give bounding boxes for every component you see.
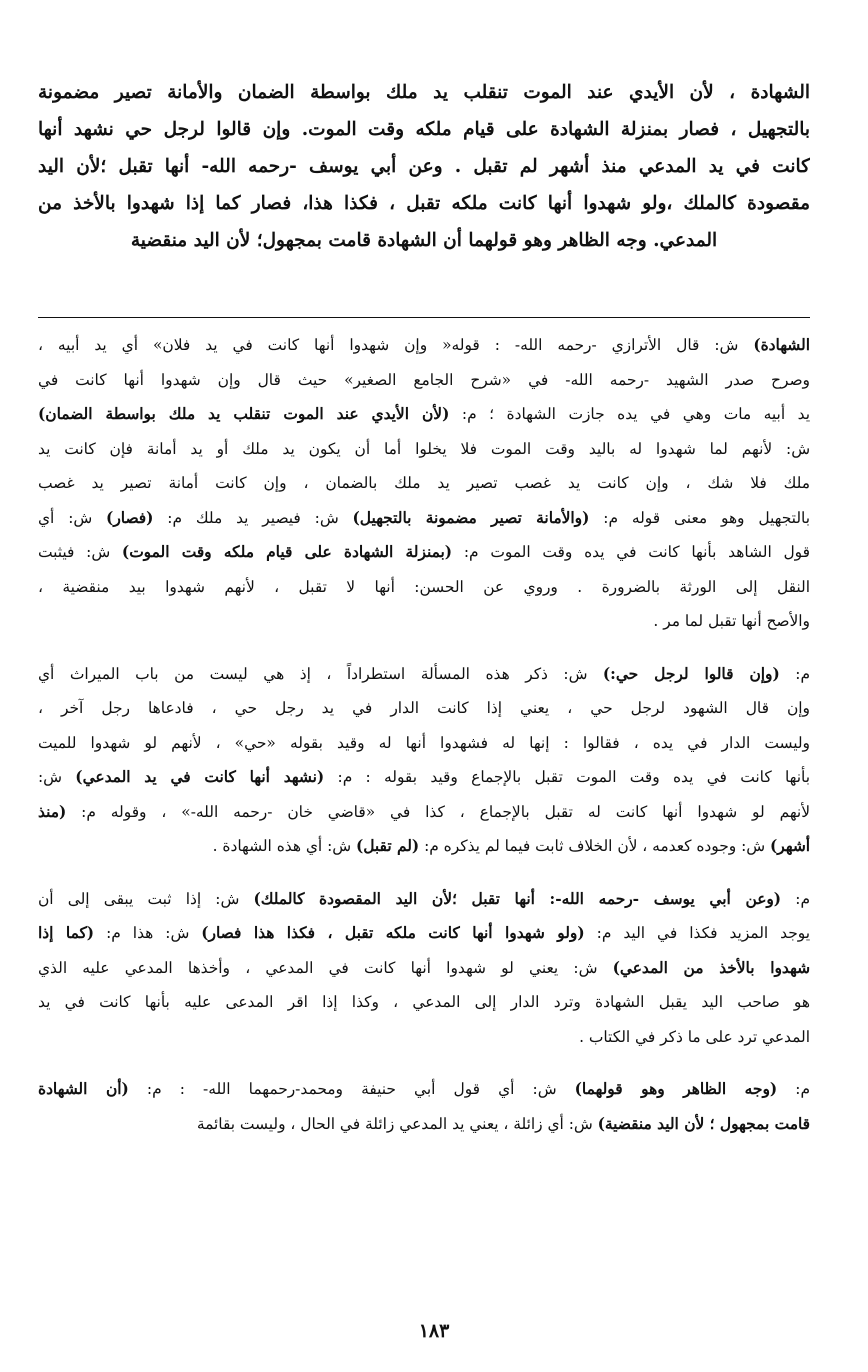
commentary-line <box>38 501 810 536</box>
commentary-line <box>38 916 810 951</box>
sharh-text: يوجد المزيد فكذا في اليد م: <box>584 924 810 942</box>
sharh-text: ش: وجوده كعدمه ، لأن الخلاف ثابت فيما لم يذكره م: <box>419 837 770 855</box>
matn-quote: (كما إذا <box>38 924 95 942</box>
commentary-paragraph <box>38 1072 810 1141</box>
sharh-text: قول الشاهد بأنها كانت في يده وقت الموت م: <box>452 543 810 561</box>
main-text-line: بالتجهيل ، فصار بمنزلة الشهادة على قيام ملكه وقت الموت. وإن قالوا لرجل حي نشهد أنها <box>38 119 810 140</box>
sharh-text: ش: أي <box>38 508 107 527</box>
matn-quote: شهدوا بالأخذ من المدعي) <box>612 958 810 977</box>
matn-quote: (لأن الأيدي عند الموت تنقلب يد ملك بواسطة الضمان) <box>38 405 450 423</box>
matn-quote: (وعن أبي يوسف -رحمه الله-: أنها تقبل ؛لأن اليد المقصودة كالملك) <box>253 889 782 908</box>
main-text-line: كانت في يد المدعي منذ أشهر لم تقبل . وعن أبي يوسف -رحمه الله- أنها تقبل ؛لأن اليد <box>38 156 810 177</box>
main-text-block <box>38 74 810 259</box>
matn-quote: (وجه الظاهر وهو قولهما) <box>574 1080 778 1098</box>
commentary-line <box>38 432 810 467</box>
main-text-line: الشهادة ، لأن الأيدي عند الموت تنقلب يد ملك بواسطة الضمان والأمانة تصير مضمونة <box>38 82 810 103</box>
sharh-text: وليست الدار في يده ، فقالوا : إنها له فشهدوا أنها له وقيد بقوله «حي» ، لأنهم لو شهدوا للميت <box>38 733 810 752</box>
matn-quote: (ولو شهدوا أنها كانت ملكه تقبل ، فكذا هذا فصار) <box>201 924 585 942</box>
matn-quote: (فصار) <box>106 508 154 527</box>
sharh-text: النقل إلى الورثة بالضرورة . وروي عن الحسن: أنها لا تقبل ، لأنهم شهدوا بيد منقضية ، <box>38 577 810 596</box>
matn-quote: (نشهد أنها كانت في يد المدعي) <box>75 768 325 786</box>
sharh-text: لأنهم لو شهدوا أنها كانت له تقبل بالإجماع ، كذا في «قاضي خان -رحمه الله-» ، وقوله م: <box>66 802 810 821</box>
matn-quote: (والأمانة تصير مضمونة بالتجهيل) <box>352 508 590 527</box>
sharh-text: المدعي ترد على ما ذكر في الكتاب . <box>579 1027 810 1046</box>
sharh-text: هو صاحب اليد يقبل الشهادة وترد الدار إلى المدعي ، وكذا إذا اقر المدعى عليه بأنها كانت في يد <box>38 993 810 1011</box>
commentary-line <box>38 760 810 795</box>
commentary-line <box>38 829 810 864</box>
commentary-line <box>38 570 810 605</box>
commentary-line <box>38 1072 810 1107</box>
commentary-block <box>38 328 810 1141</box>
page-number: ١٨٣ <box>418 1320 450 1342</box>
sharh-text: وصرح صدر الشهيد -رحمه الله- في «شرح الجامع الصغير» حيث قال وإن شهدوا أنها كانت في <box>38 370 810 389</box>
commentary-paragraph <box>38 328 810 639</box>
sharh-text: ش: قال الأترازي -رحمه الله- : قوله« وإن شهدوا أنها كانت في يد فلان» أي يد أبيه ، <box>38 336 754 354</box>
matn-quote: الشهادة) <box>753 336 810 354</box>
commentary-line <box>38 691 810 726</box>
matn-quote: (أن الشهادة <box>38 1080 129 1098</box>
commentary-paragraph <box>38 882 810 1055</box>
matn-quote: (لم تقبل) <box>355 837 420 855</box>
sharh-text: ملك فلا شك ، وإن كانت يد غصب تصير يد ملك بالضمان ، وإن كانت أمانة تصير يد غصب <box>38 474 810 492</box>
sharh-text: ش: يعني لو شهدوا أنها كانت في المدعي ، وأخذها المدعي عليه الذي <box>38 958 613 977</box>
commentary-line <box>38 328 810 363</box>
commentary-line <box>38 535 810 570</box>
sharh-text: ش: ذكر هذه المسألة استطراداً ، إذ هي ليست من باب الميراث أي <box>38 664 603 683</box>
commentary-line <box>38 882 810 917</box>
commentary-paragraph <box>38 657 810 864</box>
sharh-text: بالتجهيل وهو معنى قوله م: <box>589 508 810 527</box>
main-text-line: مقصودة كالملك ،ولو شهدوا أنها كانت ملكه تقبل ، فكذا هذا، فصار كما إذا شهدوا بالأخذ من <box>38 193 810 214</box>
matn-quote: (منذ <box>38 802 67 821</box>
sharh-text: ش: فيصير يد ملك م: <box>153 508 353 527</box>
sharh-text: ش: هذا م: <box>94 924 202 942</box>
sharh-text: يد أبيه مات وهي في يده جازت الشهادة ؛ م: <box>449 405 810 423</box>
sharh-text: م: <box>779 664 810 683</box>
sharh-text: ش: <box>38 768 76 786</box>
matn-quote: أشهر) <box>769 837 810 855</box>
commentary-line <box>38 726 810 761</box>
matn-quote: (وإن قالوا لرجل حي:) <box>602 664 780 683</box>
sharh-text: ش: فيثبت <box>38 543 122 561</box>
commentary-line <box>38 795 810 830</box>
sharh-text: ش: إذا ثبت يبقى إلى أن <box>38 889 254 908</box>
sharh-text: م: <box>777 1080 810 1098</box>
matn-quote: قامت بمجهول ؛ لأن اليد منقضية) <box>597 1114 810 1133</box>
commentary-line <box>38 397 810 432</box>
matn-quote: (بمنزلة الشهادة على قيام ملكه وقت الموت) <box>121 543 453 561</box>
sharh-text: ش: أي قول أبي حنيفة ومحمد-رحمهما الله- : م: <box>128 1080 575 1098</box>
sharh-text: ش: أي هذه الشهادة . <box>212 837 356 855</box>
sharh-text: ش: لأنهم لما شهدوا له باليد وقت الموت فلا يخلوا أما أن يكون يد ملك أو يد أمانة فإن كانت يد <box>38 439 810 458</box>
commentary-line <box>38 363 810 398</box>
commentary-line <box>38 1107 810 1142</box>
sharh-text: وإن قال الشهود لرجل حي ، يعني إذا كانت الدار في يد رجل حي ، فادعاها رجل آخر ، <box>38 699 810 717</box>
sharh-text: بأنها كانت في يده وقت الموت تقبل بالإجماع وقيد بقوله : م: <box>324 768 810 786</box>
sharh-text: م: <box>781 889 810 908</box>
commentary-line <box>38 604 810 639</box>
commentary-line <box>38 466 810 501</box>
commentary-line <box>38 951 810 986</box>
sharh-text: والأصح أنها تقبل لما مر . <box>653 612 810 630</box>
main-text-line: المدعي. وجه الظاهر وهو قولهما أن الشهادة قامت بمجهول؛ لأن اليد منقضية <box>130 230 718 251</box>
commentary-line <box>38 985 810 1020</box>
commentary-line <box>38 657 810 692</box>
commentary-line <box>38 1020 810 1055</box>
sharh-text: ش: أي زائلة ، يعني يد المدعي زائلة في الحال ، وليست بقائمة <box>196 1114 598 1133</box>
separator-rule <box>38 317 810 318</box>
